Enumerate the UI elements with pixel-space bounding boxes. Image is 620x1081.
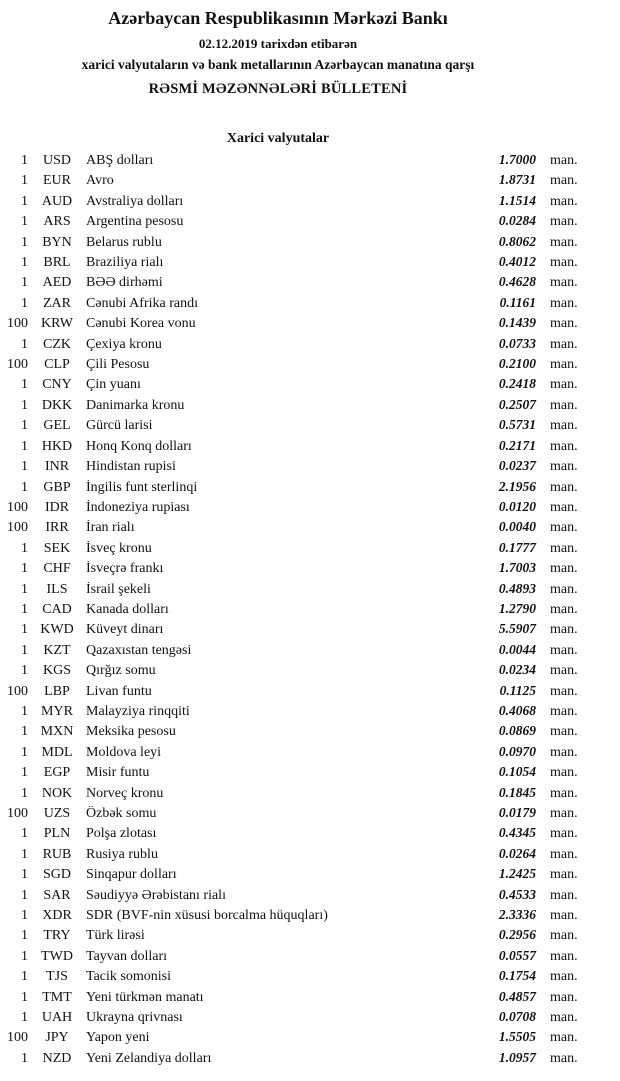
currency-row: [0, 315, 597, 335]
unit-quantity: 1: [21, 989, 28, 1005]
currency-unit-label: man.: [550, 377, 578, 393]
unit-quantity: 1: [21, 214, 28, 230]
currency-unit-label: man.: [550, 275, 578, 291]
currency-name: Gürcü larisi: [86, 418, 153, 434]
rate-value: 0.0733: [498, 335, 536, 351]
currency-row: [0, 336, 597, 356]
section-title: Xarici valyutalar: [226, 131, 330, 146]
currency-row: [0, 744, 597, 764]
currency-name: Kanada dolları: [86, 601, 169, 617]
currency-name: Danimarka kronu: [86, 397, 185, 413]
rate-value: 0.4345: [498, 825, 536, 841]
currency-unit-label: man.: [550, 153, 578, 168]
unit-quantity: 1: [21, 173, 28, 189]
currency-row: [0, 438, 597, 458]
currency-code: KZT: [43, 642, 71, 658]
unit-quantity: 100: [7, 316, 28, 332]
rate-value: 5.5907: [498, 621, 536, 637]
currency-row: [0, 152, 597, 172]
currency-code: RUB: [42, 846, 72, 862]
currency-row: [0, 479, 597, 499]
currency-row: [0, 213, 597, 233]
rate-value: 0.0264: [498, 845, 536, 861]
rate-value: 1.1514: [498, 192, 536, 208]
currency-code: BRL: [43, 255, 71, 271]
rate-value: 0.5731: [498, 417, 536, 433]
currency-name: İndoneziya rupiası: [86, 499, 190, 515]
currency-code: TMT: [42, 989, 72, 1005]
currency-name: ABŞ dolları: [86, 153, 154, 168]
currency-unit-label: man.: [550, 663, 578, 679]
currency-code: NZD: [42, 1050, 72, 1066]
rate-value: 0.4857: [498, 988, 536, 1004]
currency-name: İsveçrə frankı: [86, 561, 164, 577]
unit-quantity: 1: [21, 1050, 28, 1066]
unit-quantity: 100: [7, 357, 28, 373]
rate-value: 0.2418: [498, 376, 536, 392]
currency-name: Meksika pesosu: [86, 724, 176, 740]
currency-name: İsveç kronu: [86, 540, 152, 556]
unit-quantity: 1: [21, 1010, 28, 1026]
unit-quantity: 1: [21, 234, 28, 250]
currency-unit-label: man.: [550, 357, 578, 373]
currency-row: [0, 254, 597, 274]
currency-code: NOK: [41, 785, 73, 801]
bulletin-page: [0, 8, 620, 1081]
currency-code: INR: [44, 459, 70, 475]
currency-unit-label: man.: [550, 948, 578, 964]
currency-row: [0, 356, 597, 376]
currency-row: [0, 866, 597, 886]
currency-row: [0, 846, 597, 866]
effective-date-line: 02.12.2019 tarixdən etibarən: [198, 36, 358, 51]
unit-quantity: 1: [21, 540, 28, 556]
currency-unit-label: man.: [550, 1050, 578, 1066]
currency-unit-label: man.: [550, 806, 578, 821]
currency-unit-label: man.: [550, 295, 578, 311]
unit-quantity: 1: [21, 663, 28, 679]
unit-quantity: 1: [21, 969, 28, 985]
rate-value: 0.0044: [498, 641, 536, 657]
currency-name: Livan funtu: [86, 683, 152, 699]
rate-value: 0.1777: [498, 539, 536, 555]
currency-code: SEK: [43, 540, 71, 556]
currency-unit-label: man.: [550, 540, 578, 556]
currency-row: [0, 560, 597, 580]
currency-name: Avstraliya dolları: [86, 193, 184, 209]
currency-name: Polşa zlotası: [86, 826, 157, 842]
rate-value: 0.1125: [499, 682, 536, 698]
currency-name: Rusiya rublu: [86, 846, 158, 862]
currency-unit-label: man.: [550, 173, 578, 189]
currency-unit-label: man.: [550, 622, 578, 638]
currency-name: Avro: [86, 173, 114, 189]
currency-code: AED: [42, 275, 72, 291]
rate-value: 0.1439: [498, 315, 536, 331]
rate-value: 0.4012: [498, 254, 536, 270]
currency-name: Çin yuanı: [86, 377, 141, 393]
currency-row: [0, 703, 597, 723]
unit-quantity: 1: [21, 703, 28, 719]
currency-code: CNY: [42, 377, 72, 393]
unit-quantity: 1: [21, 826, 28, 842]
unit-quantity: 1: [21, 255, 28, 271]
currency-code: MYR: [41, 703, 73, 719]
unit-quantity: 1: [21, 153, 28, 168]
unit-quantity: 1: [21, 622, 28, 638]
currency-name: İngilis funt sterlinqi: [86, 479, 198, 495]
currency-name: Səudiyyə Ərəbistanı rialı: [86, 887, 226, 903]
unit-quantity: 1: [21, 581, 28, 597]
currency-unit-label: man.: [550, 1010, 578, 1026]
currency-code: GEL: [43, 418, 71, 434]
currency-unit-label: man.: [550, 1030, 578, 1046]
rate-value: 0.4628: [498, 274, 536, 290]
unit-quantity: 1: [21, 377, 28, 393]
unit-quantity: 1: [21, 418, 28, 434]
currency-row: [0, 376, 597, 396]
currency-name: Argentina pesosu: [86, 214, 184, 230]
unit-quantity: 100: [7, 806, 28, 821]
currency-row: [0, 662, 597, 682]
currency-unit-label: man.: [550, 928, 578, 944]
currency-code: HKD: [41, 438, 73, 454]
currency-code: MDL: [41, 744, 73, 760]
unit-quantity: 1: [21, 846, 28, 862]
currency-name: İran rialı: [86, 520, 135, 536]
currency-code: ZAR: [43, 295, 71, 311]
unit-quantity: 1: [21, 642, 28, 658]
currency-unit-label: man.: [550, 785, 578, 801]
currency-unit-label: man.: [550, 683, 578, 699]
currency-unit-label: man.: [550, 336, 578, 352]
unit-quantity: 1: [21, 459, 28, 475]
currency-row: [0, 989, 597, 1009]
rate-value: 0.2171: [498, 437, 536, 453]
currency-rate-table: [0, 152, 620, 1070]
currency-code: LBP: [44, 683, 70, 699]
rate-value: 0.1161: [499, 294, 536, 310]
currency-name: BƏƏ dirhəmi: [86, 275, 163, 291]
currency-unit-label: man.: [550, 969, 578, 985]
currency-unit-label: man.: [550, 744, 578, 760]
bulletin-header: [0, 8, 556, 98]
currency-unit-label: man.: [550, 867, 578, 883]
currency-unit-label: man.: [550, 561, 578, 577]
currency-row: [0, 601, 597, 621]
currency-row: [0, 581, 597, 601]
currency-code: UZS: [43, 806, 71, 821]
rate-value: 1.7000: [498, 152, 536, 167]
currency-name: Braziliya rialı: [86, 255, 164, 271]
rate-value: 0.0179: [498, 805, 536, 820]
currency-name: Yeni türkmən manatı: [86, 989, 204, 1005]
currency-code: KWD: [40, 622, 74, 638]
unit-quantity: 1: [21, 397, 28, 413]
rate-value: 1.8731: [498, 172, 536, 188]
currency-unit-label: man.: [550, 520, 578, 536]
rate-value: 0.1754: [498, 968, 536, 984]
currency-unit-label: man.: [550, 908, 578, 924]
currency-row: [0, 887, 597, 907]
currency-row: [0, 968, 597, 988]
currency-code: DKK: [41, 397, 73, 413]
currency-code: CZK: [43, 336, 71, 352]
bank-title: Azərbaycan Respublikasının Mərkəzi Bankı: [108, 8, 448, 28]
currency-name: Norveç kronu: [86, 785, 164, 801]
currency-code: TRY: [43, 928, 71, 944]
unit-quantity: 100: [7, 1030, 28, 1046]
currency-row: [0, 642, 597, 662]
currency-name: Çexiya kronu: [86, 336, 162, 352]
rate-value: 0.0869: [498, 723, 536, 739]
rate-value: 1.7003: [498, 560, 536, 576]
currency-code: XDR: [42, 908, 72, 924]
currency-unit-label: man.: [550, 765, 578, 781]
currency-row: [0, 172, 597, 192]
rate-value: 1.2790: [498, 600, 536, 616]
unit-quantity: 1: [21, 275, 28, 291]
currency-code: PLN: [43, 826, 71, 842]
unit-quantity: 100: [7, 499, 28, 515]
currency-row: [0, 519, 597, 539]
rate-value: 0.1845: [498, 784, 536, 800]
currency-row: [0, 825, 597, 845]
currency-code: TJS: [46, 969, 68, 985]
rate-value: 2.3336: [498, 907, 536, 923]
currency-code: ILS: [46, 581, 68, 597]
currency-code: SGD: [42, 867, 71, 883]
unit-quantity: 1: [21, 601, 28, 617]
unit-quantity: 1: [21, 887, 28, 903]
unit-quantity: 1: [21, 867, 28, 883]
rate-value: 0.2100: [498, 356, 536, 372]
rate-value: 1.5505: [498, 1029, 536, 1045]
currency-row: [0, 927, 597, 947]
currency-name: İsrail şekeli: [86, 581, 151, 597]
currency-code: IRR: [45, 520, 69, 536]
currency-name: Malayziya rinqqiti: [86, 703, 190, 719]
currency-unit-label: man.: [550, 642, 578, 658]
currency-code: SAR: [43, 887, 71, 903]
rate-value: 0.0120: [498, 498, 536, 514]
currency-code: EUR: [43, 173, 71, 189]
currency-unit-label: man.: [550, 234, 578, 250]
bulletin-title: RƏSMİ MƏZƏNNƏLƏRİ BÜLLETENİ: [148, 81, 408, 97]
currency-code: EGP: [43, 765, 71, 781]
currency-unit-label: man.: [550, 459, 578, 475]
currency-name: Küveyt dinarı: [86, 622, 164, 638]
currency-row: [0, 907, 597, 927]
currency-name: Qazaxıstan tengəsi: [86, 642, 192, 658]
unit-quantity: 1: [21, 765, 28, 781]
bulletin-subtitle: xarici valyutaların və bank metallarının Azərbaycan manatına qarşı: [81, 57, 475, 72]
currency-unit-label: man.: [550, 499, 578, 515]
rate-value: 0.2956: [498, 927, 536, 943]
rate-value: 0.4068: [498, 702, 536, 718]
currency-code: IDR: [44, 499, 70, 515]
currency-unit-label: man.: [550, 214, 578, 230]
currency-name: Tayvan dolları: [86, 948, 168, 964]
rate-value: 0.4533: [498, 886, 536, 902]
currency-code: MXN: [40, 724, 74, 740]
currency-row: [0, 397, 597, 417]
currency-code: TWD: [41, 948, 73, 964]
unit-quantity: 1: [21, 561, 28, 577]
currency-unit-label: man.: [550, 601, 578, 617]
currency-name: Honq Konq dolları: [86, 438, 192, 454]
currency-name: Ukrayna qrivnası: [86, 1010, 183, 1026]
unit-quantity: 1: [21, 928, 28, 944]
currency-name: Belarus rublu: [86, 234, 162, 250]
currency-unit-label: man.: [550, 193, 578, 209]
currency-code: CHF: [43, 561, 71, 577]
currency-row: [0, 764, 597, 784]
currency-code: BYN: [42, 234, 72, 250]
currency-row: [0, 274, 597, 294]
currency-code: ARS: [43, 214, 71, 230]
currency-row: [0, 948, 597, 968]
currency-name: Tacik somonisi: [86, 969, 171, 985]
currency-row: [0, 683, 597, 703]
currency-code: AUD: [41, 193, 73, 209]
currency-unit-label: man.: [550, 826, 578, 842]
currency-code: KGS: [42, 663, 71, 679]
unit-quantity: 1: [21, 785, 28, 801]
currency-name: Sinqapur dolları: [86, 867, 177, 883]
unit-quantity: 100: [7, 520, 28, 536]
rate-value: 0.0708: [498, 1009, 536, 1025]
currency-code: KRW: [41, 316, 73, 332]
rate-value: 1.2425: [498, 866, 536, 882]
currency-name: Özbək somu: [86, 806, 157, 821]
unit-quantity: 1: [21, 744, 28, 760]
currency-row: [0, 621, 597, 641]
currency-name: Çili Pesosu: [86, 357, 150, 373]
currency-row: [0, 193, 597, 213]
rate-value: 0.8062: [498, 233, 536, 249]
rate-value: 0.0970: [498, 743, 536, 759]
currency-code: CAD: [42, 601, 72, 617]
currency-name: Türk lirəsi: [86, 928, 145, 944]
unit-quantity: 100: [7, 683, 28, 699]
rate-value: 0.0040: [498, 519, 536, 535]
currency-unit-label: man.: [550, 703, 578, 719]
rate-value: 1.0957: [498, 1049, 536, 1065]
currency-row: [0, 1029, 597, 1049]
currency-row: [0, 723, 597, 743]
section-header: [0, 131, 556, 147]
currency-unit-label: man.: [550, 255, 578, 271]
currency-code: GBP: [43, 479, 71, 495]
currency-row: [0, 540, 597, 560]
currency-name: Moldova leyi: [86, 744, 162, 760]
unit-quantity: 1: [21, 948, 28, 964]
currency-unit-label: man.: [550, 418, 578, 434]
currency-unit-label: man.: [550, 989, 578, 1005]
currency-row: [0, 1009, 597, 1029]
rate-value: 0.2507: [498, 396, 536, 412]
currency-unit-label: man.: [550, 479, 578, 495]
currency-row: [0, 499, 597, 519]
currency-name: Cənubi Afrika randı: [86, 295, 198, 311]
unit-quantity: 1: [21, 336, 28, 352]
rate-value: 0.0284: [498, 213, 536, 229]
currency-code: JPY: [45, 1030, 69, 1046]
currency-name: Yapon yeni: [86, 1030, 150, 1046]
unit-quantity: 1: [21, 295, 28, 311]
rate-value: 0.0237: [498, 458, 536, 474]
currency-code: CLP: [44, 357, 70, 373]
currency-name: SDR (BVF-nin xüsusi borcalma hüquqları): [86, 908, 328, 924]
currency-name: Yeni Zelandiya dolları: [86, 1050, 212, 1066]
currency-name: Cənubi Korea vonu: [86, 316, 196, 332]
currency-name: Misir funtu: [86, 765, 150, 781]
currency-row: [0, 295, 597, 315]
rate-value: 2.1956: [498, 478, 536, 494]
unit-quantity: 1: [21, 724, 28, 740]
rate-value: 0.0234: [498, 662, 536, 678]
currency-code: USD: [42, 153, 71, 168]
currency-unit-label: man.: [550, 887, 578, 903]
currency-row: [0, 785, 597, 805]
rate-value: 0.0557: [498, 947, 536, 963]
currency-row: [0, 805, 597, 825]
currency-unit-label: man.: [550, 581, 578, 597]
currency-name: Hindistan rupisi: [86, 459, 176, 475]
currency-row: [0, 417, 597, 437]
unit-quantity: 1: [21, 438, 28, 454]
currency-unit-label: man.: [550, 316, 578, 332]
currency-code: UAH: [41, 1010, 73, 1026]
rate-value: 0.1054: [498, 764, 536, 780]
currency-unit-label: man.: [550, 846, 578, 862]
currency-unit-label: man.: [550, 438, 578, 454]
unit-quantity: 1: [21, 193, 28, 209]
currency-row: [0, 1050, 597, 1070]
rate-value: 0.4893: [498, 580, 536, 596]
currency-row: [0, 458, 597, 478]
currency-name: Qırğız somu: [86, 663, 156, 679]
unit-quantity: 1: [21, 908, 28, 924]
currency-row: [0, 234, 597, 254]
currency-unit-label: man.: [550, 397, 578, 413]
currency-unit-label: man.: [550, 724, 578, 740]
unit-quantity: 1: [21, 479, 28, 495]
